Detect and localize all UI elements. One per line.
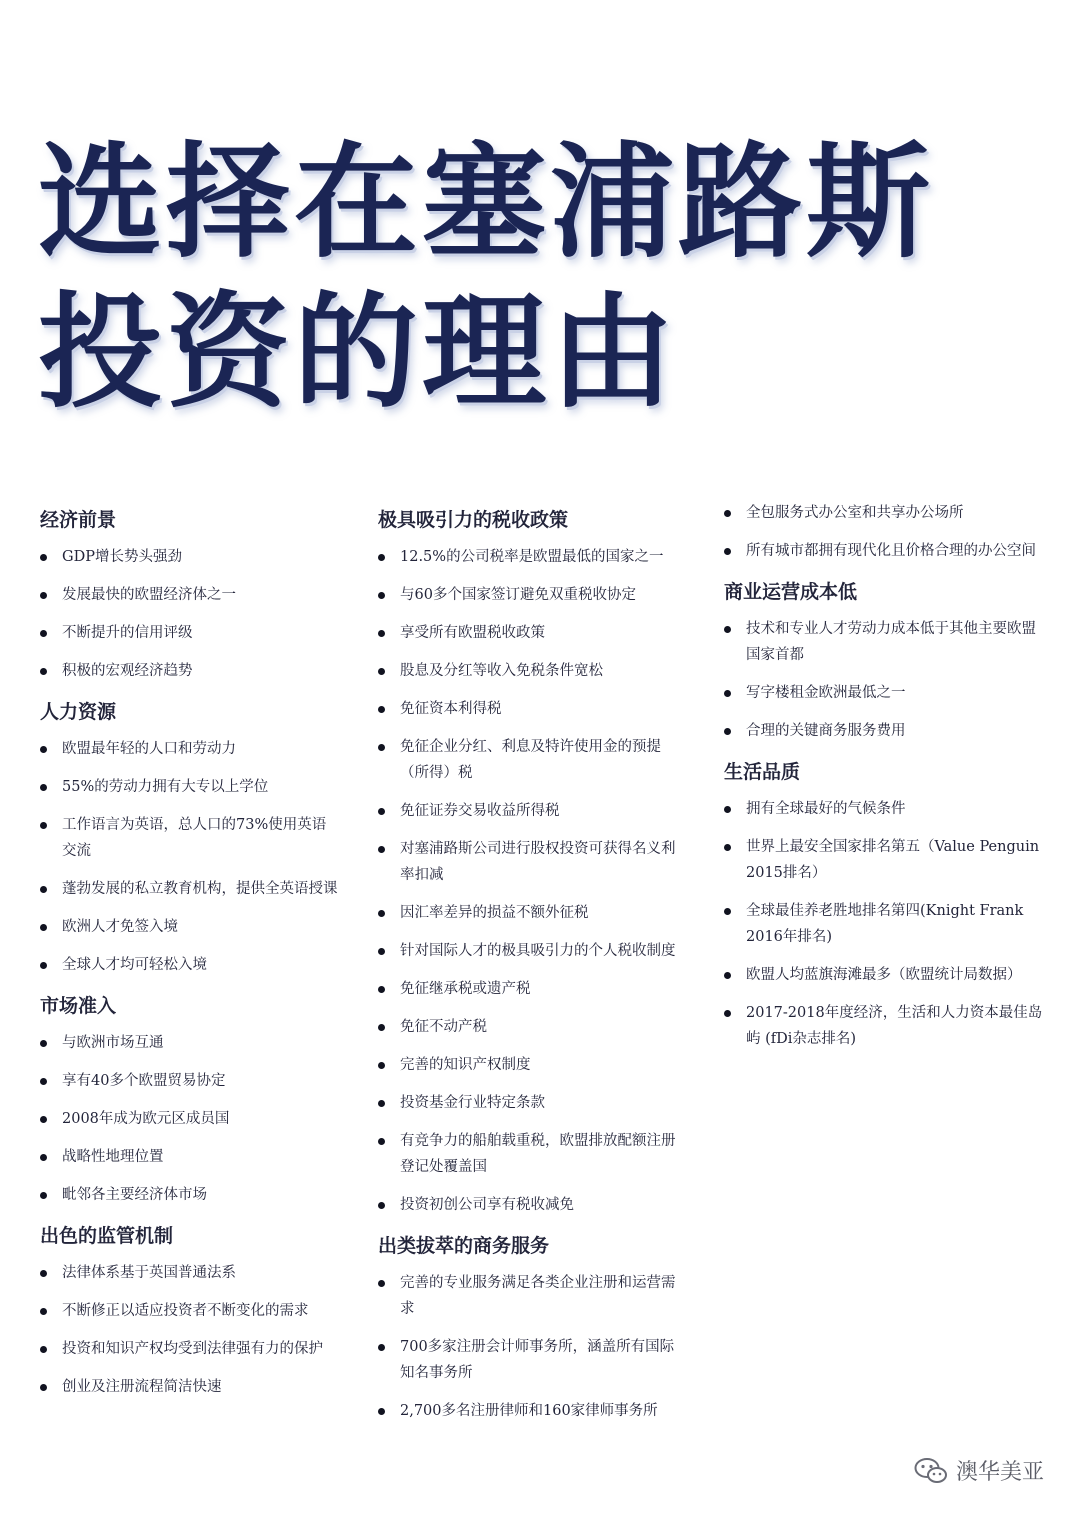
section (378, 1232, 678, 1424)
list-item: 免征继承税或遗产税 (378, 976, 678, 1002)
section (40, 698, 340, 978)
list-item: 免征企业分红、利息及特许使用金的预提（所得）税 (378, 734, 678, 786)
list-item: 工作语言为英语，总人口的73%使用英语交流 (40, 812, 340, 864)
section (724, 578, 1044, 744)
list-item: 技术和专业人才劳动力成本低于其他主要欧盟国家首都 (724, 616, 1044, 668)
list-item: 写字楼租金欧洲最低之一 (724, 680, 1044, 706)
list-item: GDP增长势头强劲 (40, 544, 340, 570)
section-heading: 出色的监管机制 (40, 1225, 174, 1247)
section-heading: 经济前景 (40, 509, 117, 531)
bullet-list (40, 544, 340, 684)
wechat-chat-icon (914, 1457, 948, 1485)
watermark (914, 1455, 1044, 1486)
list-item: 股息及分红等收入免税条件宽松 (378, 658, 678, 684)
list-item: 有竞争力的船舶载重税，欧盟排放配额注册登记处覆盖国 (378, 1128, 678, 1180)
list-item: 所有城市都拥有现代化且价格合理的办公空间 (724, 538, 1044, 564)
list-item: 与60多个国家签订避免双重税收协定 (378, 582, 678, 608)
list-item: 因汇率差异的损益不额外征税 (378, 900, 678, 926)
bullet-list (378, 544, 678, 1218)
section-heading: 生活品质 (724, 761, 801, 783)
list-item: 全包服务式办公室和共享办公场所 (724, 500, 1044, 526)
list-item: 2008年成为欧元区成员国 (40, 1106, 340, 1132)
list-item: 对塞浦路斯公司进行股权投资可获得名义利率扣减 (378, 836, 678, 888)
bullet-list (724, 616, 1044, 744)
page-title-line-2: 投资的理由 (38, 281, 679, 425)
section-heading: 市场准入 (40, 995, 117, 1017)
list-item: 针对国际人才的极具吸引力的个人税收制度 (378, 938, 678, 964)
section (378, 506, 678, 1218)
list-item: 免征证券交易收益所得税 (378, 798, 678, 824)
list-item: 完善的专业服务满足各类企业注册和运营需求 (378, 1270, 678, 1322)
list-item: 2017-2018年度经济，生活和人力资本最佳岛屿 (fDi杂志排名) (724, 1000, 1044, 1052)
section-heading: 商业运营成本低 (724, 581, 858, 603)
list-item: 不断提升的信用评级 (40, 620, 340, 646)
bullet-list (724, 500, 1044, 564)
section (40, 506, 340, 684)
watermark-text: 澳华美亚 (955, 1460, 1044, 1485)
page-title (38, 128, 934, 428)
list-item: 战略性地理位置 (40, 1144, 340, 1170)
list-item: 欧盟最年轻的人口和劳动力 (40, 736, 340, 762)
bullet-list (40, 736, 340, 978)
list-item: 全球最佳养老胜地排名第四(Knight Frank 2016年排名) (724, 898, 1044, 950)
list-item: 2,700多名注册律师和160家律师事务所 (378, 1398, 678, 1424)
bullet-list (40, 1030, 340, 1208)
bullet-list (40, 1260, 340, 1400)
list-item: 700多家注册会计师事务所，涵盖所有国际知名事务所 (378, 1334, 678, 1386)
list-item: 积极的宏观经济趋势 (40, 658, 340, 684)
list-item: 投资和知识产权均受到法律强有力的保护 (40, 1336, 340, 1362)
list-item: 世界上最安全国家排名第五（Value Penguin 2015排名） (724, 834, 1044, 886)
list-item: 与欧洲市场互通 (40, 1030, 340, 1056)
column-right (724, 500, 1044, 1066)
bullet-list (724, 796, 1044, 1052)
section-heading: 人力资源 (40, 701, 117, 723)
section (40, 992, 340, 1208)
list-item: 享有40多个欧盟贸易协定 (40, 1068, 340, 1094)
column-middle (378, 506, 678, 1438)
list-item: 法律体系基于英国普通法系 (40, 1260, 340, 1286)
list-item: 合理的关键商务服务费用 (724, 718, 1044, 744)
section (724, 758, 1044, 1052)
list-item: 发展最快的欧盟经济体之一 (40, 582, 340, 608)
list-item: 毗邻各主要经济体市场 (40, 1182, 340, 1208)
list-item: 创业及注册流程简洁快速 (40, 1374, 340, 1400)
list-item: 蓬勃发展的私立教育机构，提供全英语授课 (40, 876, 340, 902)
page-title-line-1: 选择在塞浦路斯 (38, 131, 935, 275)
section-heading: 出类拔萃的商务服务 (378, 1235, 550, 1257)
list-item: 拥有全球最好的气候条件 (724, 796, 1044, 822)
list-item: 不断修正以适应投资者不断变化的需求 (40, 1298, 340, 1324)
column-left (40, 506, 340, 1414)
section (40, 1222, 340, 1400)
list-item: 欧洲人才免签入境 (40, 914, 340, 940)
list-item: 投资初创公司享有税收减免 (378, 1192, 678, 1218)
list-item: 投资基金行业特定条款 (378, 1090, 678, 1116)
list-item: 完善的知识产权制度 (378, 1052, 678, 1078)
list-item: 享受所有欧盟税收政策 (378, 620, 678, 646)
list-item: 全球人才均可轻松入境 (40, 952, 340, 978)
list-item: 免征资本利得税 (378, 696, 678, 722)
list-item: 免征不动产税 (378, 1014, 678, 1040)
section (724, 500, 1044, 564)
list-item: 12.5%的公司税率是欧盟最低的国家之一 (378, 544, 678, 570)
section-heading: 极具吸引力的税收政策 (378, 509, 569, 531)
list-item: 欧盟人均蓝旗海滩最多（欧盟统计局数据） (724, 962, 1044, 988)
list-item: 55%的劳动力拥有大专以上学位 (40, 774, 340, 800)
bullet-list (378, 1270, 678, 1424)
